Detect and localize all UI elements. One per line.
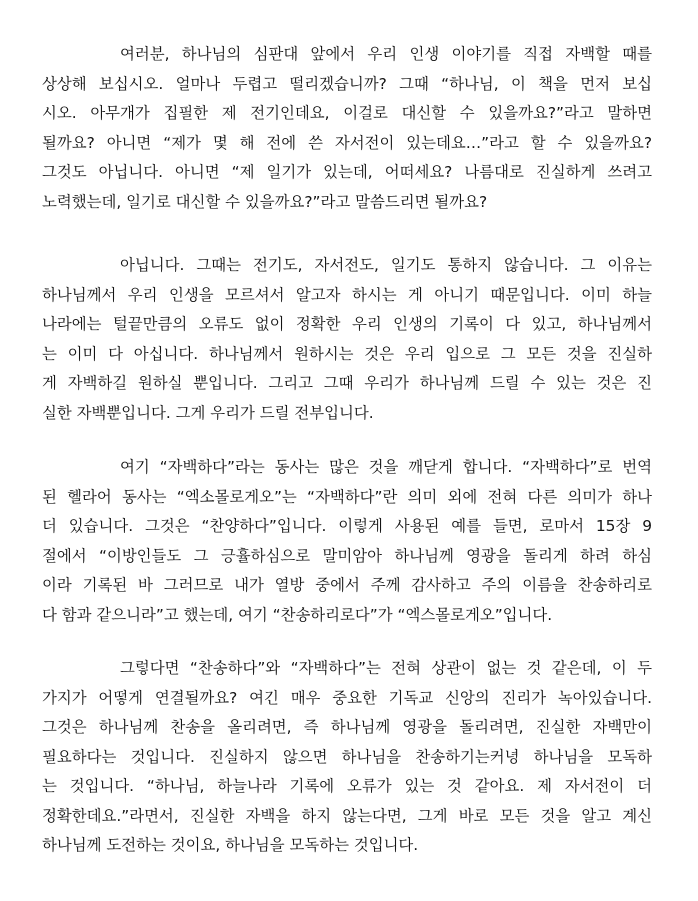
text-line: 노력했는데, 일기로 대신할 수 있을까요?”라고 말씀드리면 될까요? [42, 192, 488, 211]
text-line: 여러분, 하나님의 심판대 앞에서 우리 인생 이야기를 직접 자백할 때를 [120, 45, 652, 63]
text-line: 그것은 하나님께 찬송을 올리려면, 즉 하나님께 영광을 돌리려면, 진실한 자백만이 [42, 718, 652, 736]
text-line: 시오. 아무개가 집필한 제 전기인데요, 이걸로 대신할 수 있을까요?”라고 말하면 [42, 104, 652, 122]
text-line: 된 헬라어 동사는 “엑소몰로게오”는 “자백하다”란 의미 외에 전혀 다른 의미가 하나 [42, 487, 652, 506]
paragraph-3 [42, 453, 652, 630]
text-line: 절에서 “이방인들도 그 긍휼하심으로 말미암아 하나님께 영광을 돌리게 하려 하심 [42, 546, 652, 565]
text-line: 여기 “자백하다”라는 동사는 많은 것을 깨닫게 합니다. “자백하다”로 번역 [120, 458, 652, 476]
text-line: 실한 자백뿐입니다. 그게 우리가 드릴 전부입니다. [42, 403, 374, 422]
paragraph-2 [42, 251, 652, 428]
text-line: 는 이미 다 아십니다. 하나님께서 원하시는 것은 우리 입으로 그 모든 것을 진실하 [42, 344, 652, 363]
text-line: 하나님께서 우리 인생을 모르셔서 알고자 하시는 게 아니기 때문입니다. 이미 하늘 [42, 285, 652, 304]
text-line: 가지가 어떻게 연결될까요? 여긴 매우 중요한 기독교 신앙의 진리가 녹아있습니다. [42, 688, 652, 707]
text-line: 상상해 보십시오. 얼마나 두렵고 떨리겠습니까? 그때 “하나님, 이 책을 먼저 보십 [42, 74, 652, 93]
text-line: 게 자백하길 원하실 뿐입니다. 그리고 그때 우리가 하나님께 드릴 수 있는 것은 진 [42, 374, 652, 392]
text-line: 될까요? 아니면 “제가 몇 해 전에 쓴 자서전이 있는데요…”라고 할 수 있을까요? [42, 133, 652, 152]
text-line: 필요하다는 것입니다. 진실하지 않으면 하나님을 찬송하기는커녕 하나님을 모독하 [42, 747, 652, 766]
text-line: 정확한데요.”라면서, 진실한 자백을 하지 않는다면, 그게 바로 모든 것을 알고 계신 [42, 806, 652, 825]
text-line: 그렇다면 “찬송하다”와 “자백하다”는 전혀 상관이 없는 것 같은데, 이 두 [120, 659, 652, 677]
text-line: 하나님께 도전하는 것이요, 하나님을 모독하는 것입니다. [42, 836, 419, 854]
text-line: 나라에는 털끝만큼의 오류도 없이 정확한 우리 인생의 기록이 다 있고, 하나님께서 [42, 315, 652, 333]
text-line: 더 있습니다. 그것은 “찬양하다”입니다. 이렇게 사용된 예를 들면, 로마서 15장 9 [42, 517, 652, 535]
text-line: 그것도 아닙니다. 아니면 “제 일기가 있는데, 어떠세요? 나름대로 진실하게 쓰려고 [42, 163, 652, 181]
text-line: 다 함과 같으니라”고 했는데, 여기 “찬송하리로다”가 “엑스몰로게오”입니다. [42, 605, 553, 624]
paragraph-4 [42, 654, 652, 861]
text-line: 아닙니다. 그때는 전기도, 자서전도, 일기도 통하지 않습니다. 그 이유는 [120, 256, 652, 274]
paragraph-1 [42, 40, 652, 217]
text-line: 는 것입니다. “하나님, 하늘나라 기록에 오류가 있는 것 같아요. 제 자서전이 더 [42, 777, 652, 795]
text-line: 이라 기록된 바 그러므로 내가 열방 중에서 주께 감사하고 주의 이름을 찬송하리로 [42, 576, 652, 594]
